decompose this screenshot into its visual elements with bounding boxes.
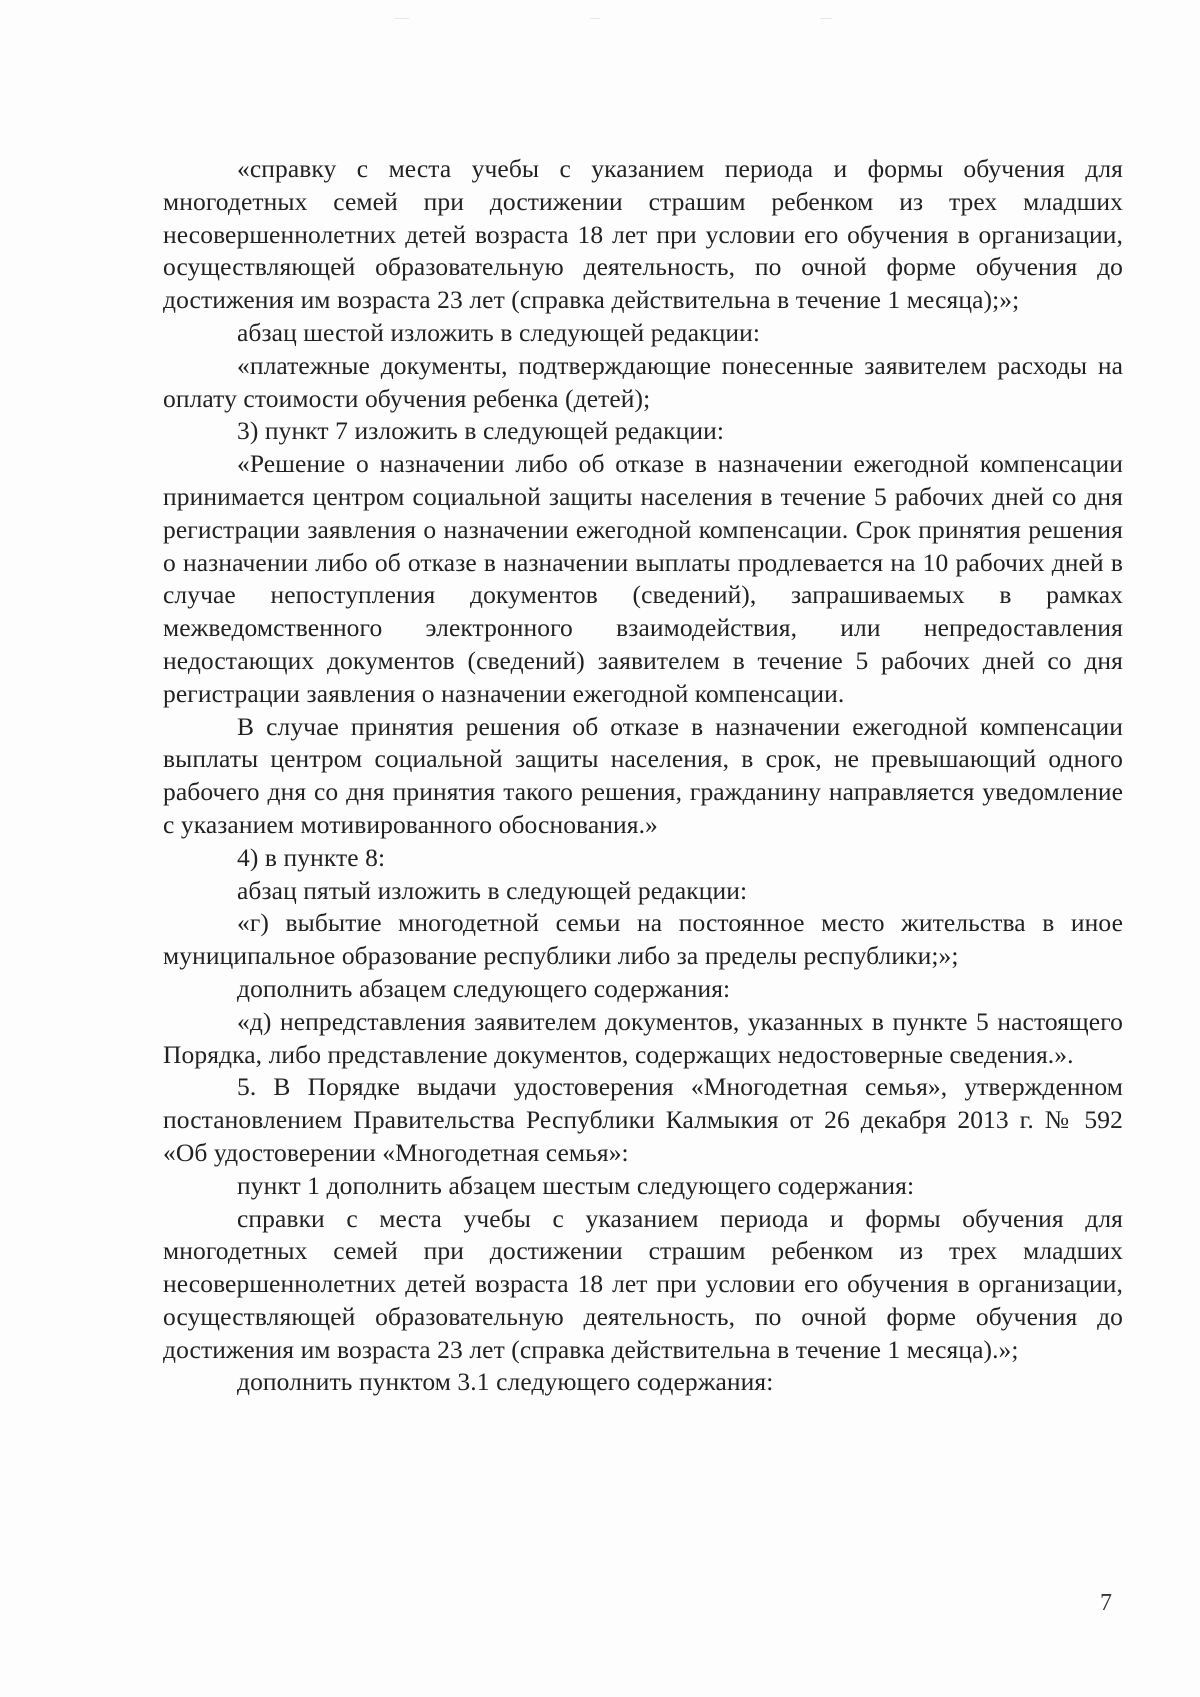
paragraph-certificates-text: справки с места учебы с указанием периода и формы обучения для многодетных семей при достижении страшим ребенком из трех младших несовершеннолетних детей возраста 18 лет при условии его обучения в организации, осуществляющей образовательную деятельность, по очной форме обучения до достижения им возраста 23 лет (справка действительна в течение 1 месяца).»;: [163, 1203, 1123, 1364]
paragraph-payment-documents: «платежные документы, подтверждающие понесенные заявителем расходы на оплату стоимости обучения ребенка (детей);: [163, 350, 1123, 413]
paragraph-sixth-indent-instruction: абзац шестой изложить в следующей редакции:: [237, 317, 761, 347]
paragraph-subitem-g: «г) выбытие многодетной семьи на постоянное место жительства в иное муниципальное образование республики либо за пределы республики;»;: [163, 908, 1123, 971]
scan-artifact: [590, 18, 600, 19]
paragraph-fifth-indent-instruction: абзац пятый изложить в следующей редакции:: [237, 875, 748, 905]
scan-artifact: [820, 18, 832, 19]
paragraph-certificate-quote: «справку с места учебы с указанием периода и формы обучения для многодетных семей при достижении страшим ребенком из трех младших несовершеннолетних детей возраста 18 лет при условии его обучения в организации, осуществляющей образовательную деятельность, по очной форме обучения до достижения им возраста 23 лет (справка действительна в течение 1 месяца);»;: [163, 154, 1123, 315]
paragraph-refusal-notice: В случае принятия решения об отказе в назначении ежегодной компенсации выплаты центром социальной защиты населения, в срок, не превышающий одного рабочего дня со дня принятия такого решения, гражданину направляется уведомление с указанием мотивированного обоснования.»: [163, 711, 1123, 839]
scan-artifact: [395, 18, 409, 19]
paragraph-item-4: 4) в пункте 8:: [237, 842, 386, 872]
paragraph-subitem-d: «д) непредставления заявителем документов, указанных в пункте 5 настоящего Порядка, либо представление документов, содержащих недостоверные сведения.».: [163, 1006, 1123, 1069]
paragraph-item-1-addition: пункт 1 дополнить абзацем шестым следующего содержания:: [237, 1170, 915, 1200]
paragraph-add-indent: дополнить абзацем следующего содержания:: [237, 973, 731, 1003]
paragraph-item-3-1-addition: дополнить пунктом 3.1 следующего содержания:: [237, 1367, 774, 1397]
paragraph-decision: «Решение о назначении либо об отказе в назначении ежегодной компенсации принимается центром социальной защиты населения в течение 5 рабочих дней со дня регистрации заявления о назначении ежегодной компенсации. Срок принятия решения о назначении либо об отказе в назначении выплаты продлевается на 10 рабочих дней в случае непоступления документов (сведений), запрашиваемых в рамках межведомственного электронного взаимодействия, или непредоставления недостающих документов (сведений) заявителем в течение 5 рабочих дней со дня регистрации заявления о назначении ежегодной компенсации.: [163, 449, 1123, 708]
document-body: [163, 153, 1123, 1399]
paragraph-item-3: 3) пункт 7 изложить в следующей редакции:: [237, 416, 725, 446]
page-number: 7: [1100, 1590, 1112, 1616]
paragraph-item-5: 5. В Порядке выдачи удостоверения «Многодетная семья», утвержденном постановлением Правительства Республики Калмыкия от 26 декабря 2013 г. № 592 «Об удостоверении «Многодетная семья»:: [163, 1072, 1123, 1167]
